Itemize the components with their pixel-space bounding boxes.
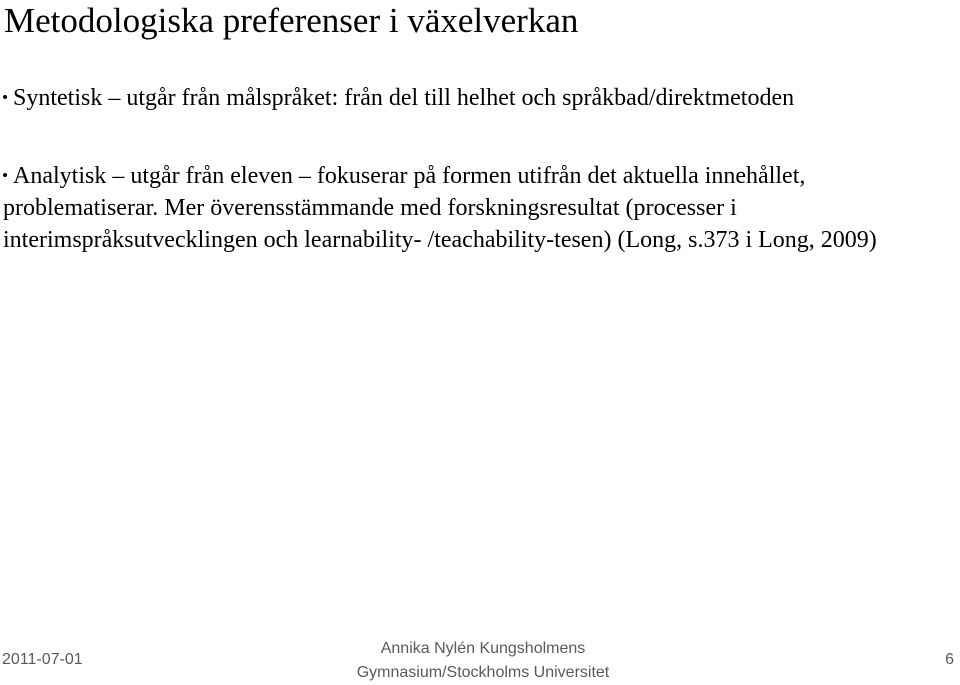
footer-author-line2: Gymnasium/Stockholms Universitet xyxy=(356,664,610,681)
footer-author-line1: Annika Nylén Kungsholmens xyxy=(380,640,586,657)
bullet-text: Syntetisk – utgår från målspråket: från del till helhet och språkbad/direktmetoden xyxy=(13,85,795,111)
slide-title: Metodologiska preferenser i växelverkan xyxy=(4,1,579,40)
bullet-item-syntetisk xyxy=(3,82,953,114)
page-number: 6 xyxy=(945,651,954,668)
bullet-dot-icon xyxy=(3,173,7,177)
bullet-list xyxy=(3,82,953,256)
footer-date: 2011-07-01 xyxy=(2,651,83,668)
bullet-text: Analytisk – utgår från eleven – fokuserar på formen utifrån det aktuella innehållet, problematiserar. Mer överensstämmande med forskningsresultat (processer i interimspråksutvecklingen och learnability- /teachability-tesen) (Long, s.373 i Long, 2009) xyxy=(3,163,877,253)
bullet-item-analytisk xyxy=(3,160,953,256)
footer-author xyxy=(352,637,614,685)
bullet-dot-icon xyxy=(3,95,7,99)
